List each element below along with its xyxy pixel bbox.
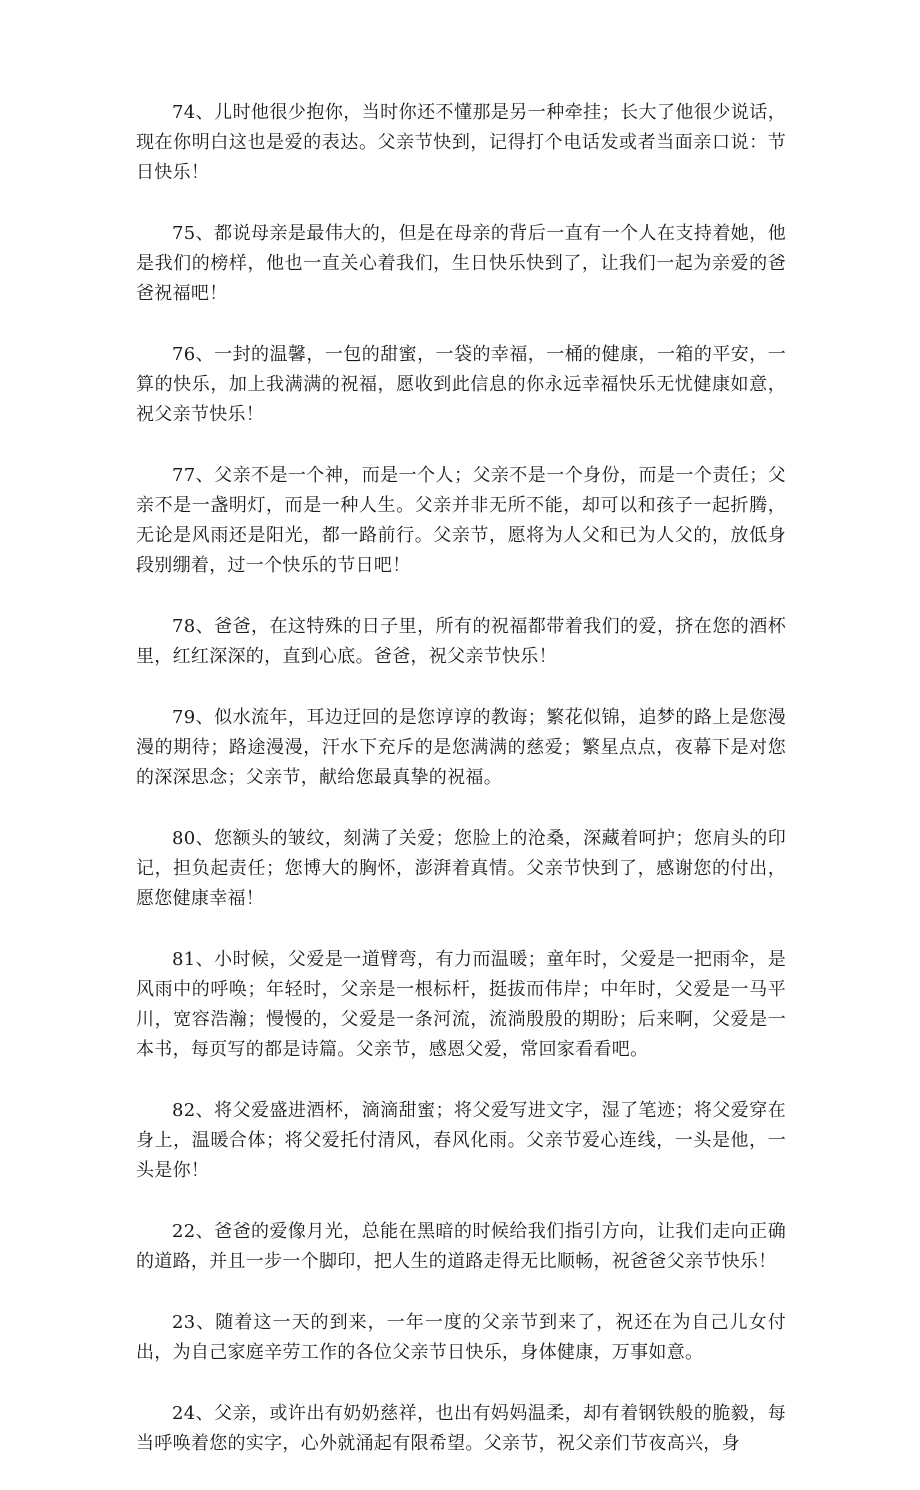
paragraph-23: 23、随着这一天的到来，一年一度的父亲节到来了，祝还在为自己儿女付出，为自己家庭辛劳工作的各位父亲节日快乐，身体健康，万事如意。 [136, 1312, 786, 1363]
paragraph-79: 79、似水流年，耳边迂回的是您谆谆的教诲；繁花似锦，追梦的路上是您漫漫的期待；路途漫漫，汗水下充斥的是您满满的慈爱；繁星点点，夜幕下是对您的深深思念；父亲节，献给您最真挚的祝福。 [136, 707, 786, 788]
paragraph-80: 80、您额头的皱纹，刻满了关爱；您脸上的沧桑，深藏着呵护；您肩头的印记，担负起责任；您博大的胸怀，澎湃着真情。父亲节快到了，感谢您的付出，愿您健康幸福！ [136, 828, 786, 909]
document-body [136, 98, 786, 1490]
paragraph-75: 75、都说母亲是最伟大的，但是在母亲的背后一直有一个人在支持着她，他是我们的榜样，他也一直关心着我们，生日快乐快到了，让我们一起为亲爱的爸爸祝福吧！ [136, 223, 786, 304]
paragraph-24: 24、父亲，或许出有奶奶慈祥，也出有妈妈温柔，却有着钢铁般的脆毅，每当呼唤着您的实字，心外就涌起有限希望。父亲节，祝父亲们节夜高兴，身 [136, 1403, 786, 1454]
paragraph-22: 22、爸爸的爱像月光，总能在黑暗的时候给我们指引方向，让我们走向正确的道路，并且一步一个脚印，把人生的道路走得无比顺畅，祝爸爸父亲节快乐！ [136, 1221, 786, 1272]
paragraph-82: 82、将父爱盛进酒杯，滴滴甜蜜；将父爱写进文字，湿了笔迹；将父爱穿在身上，温暖合体；将父爱托付清风，春风化雨。父亲节爱心连线，一头是他，一头是你！ [136, 1100, 786, 1181]
paragraph-76: 76、一封的温馨，一包的甜蜜，一袋的幸福，一桶的健康，一箱的平安，一算的快乐，加上我满满的祝福，愿收到此信息的你永远幸福快乐无忧健康如意，祝父亲节快乐！ [136, 344, 786, 425]
paragraph-77: 77、父亲不是一个神，而是一个人；父亲不是一个身份，而是一个责任；父亲不是一盏明灯，而是一种人生。父亲并非无所不能，却可以和孩子一起折腾，无论是风雨还是阳光，都一路前行。父亲节，愿将为人父和已为人父的，放低身段别绷着，过一个快乐的节日吧！ [136, 465, 786, 576]
paragraph-78: 78、爸爸，在这特殊的日子里，所有的祝福都带着我们的爱，挤在您的酒杯里，红红深深的，直到心底。爸爸，祝父亲节快乐！ [136, 616, 786, 667]
paragraph-74: 74、儿时他很少抱你，当时你还不懂那是另一种牵挂；长大了他很少说话，现在你明白这也是爱的表达。父亲节快到，记得打个电话发或者当面亲口说：节日快乐！ [136, 102, 786, 183]
paragraph-81: 81、小时候，父爱是一道臂弯，有力而温暖；童年时，父爱是一把雨伞，是风雨中的呼唤；年轻时，父亲是一根标杆，挺拔而伟岸；中年时，父爱是一马平川，宽容浩瀚；慢慢的，父爱是一条河流，流淌殷殷的期盼；后来啊，父爱是一本书，每页写的都是诗篇。父亲节，感恩父爱，常回家看看吧。 [136, 949, 786, 1060]
